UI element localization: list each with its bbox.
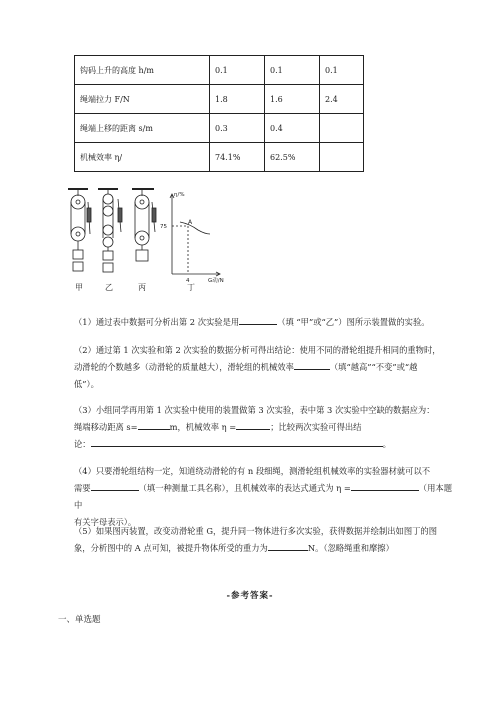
row-label: 机械效率 η/: [75, 143, 210, 172]
pulley-figure: [60, 186, 250, 298]
table-cell: 0.3: [210, 114, 265, 143]
answer-blank[interactable]: [239, 315, 277, 325]
table-cell: 1.8: [210, 85, 265, 114]
question-2: （2）通过第 1 次实验和第 2 次实验的数据分析可得出结论：使用不同的滑轮组提升相同的重物时， 动滑轮的个数越多（动滑轮的质量越大），滑轮组的机械效率 （填“越高”“不变”或“越 低”）。: [74, 345, 441, 389]
table-cell: 1.6: [265, 85, 320, 114]
question-3: （3）小组同学再用第 1 次实验中使用的装置做第 3 次实验，表中第 3 次实验中空缺的数据应为： 绳端移动距离 s= m，机械效率 η = ；比较两次实验可得出结 论： 。: [74, 405, 435, 449]
table-row: [75, 56, 364, 85]
figure-label: 乙: [105, 283, 113, 292]
answer-blank[interactable]: [91, 437, 383, 447]
graph-x-value: 4: [186, 278, 190, 284]
table-cell: 2.4: [320, 85, 364, 114]
table-cell: 0.1: [320, 56, 364, 85]
table-cell: 62.5%: [265, 143, 320, 172]
graph-y-value: 75: [160, 224, 167, 230]
answer-blank[interactable]: [351, 481, 419, 491]
section-heading: 一、单选题: [58, 615, 101, 625]
graph-y-axis-label: η/%: [174, 192, 185, 198]
table-cell: [320, 114, 364, 143]
answer-blank[interactable]: [294, 360, 330, 370]
experiment-data-table: [74, 55, 364, 172]
table-cell: 0.1: [265, 56, 320, 85]
question-4: （4）只要滑轮组结构一定，知道绕动滑轮的有 n 段细绳，测滑轮组机械效率的实验器材就可以不 需要 （填一种测量工具名称），且机械效率的表达式通式为 η = （用本题中 有关字母表示）。: [74, 466, 452, 527]
row-label: 钩码上升的高度 h/m: [75, 56, 210, 85]
graph-x-axis-label: G动/N: [208, 278, 224, 284]
table-cell: 0.4: [265, 114, 320, 143]
table-cell: 74.1%: [210, 143, 265, 172]
answer-blank[interactable]: [91, 481, 139, 491]
row-label: 绳端上移的距离 s/m: [75, 114, 210, 143]
answer-blank[interactable]: [268, 541, 308, 551]
graph-point-label: A: [188, 219, 193, 226]
question-1: （1）通过表中数据可分析出第 2 次实验是用 （填 “甲”或“乙”）图所示装置做的实验。: [74, 317, 430, 327]
figure-label: 甲: [75, 283, 83, 292]
row-label: 绳端拉力 F/N: [75, 85, 210, 114]
answer-blank[interactable]: [236, 420, 270, 430]
table-row: [75, 114, 364, 143]
answer-section-title: -参考答案-: [226, 591, 274, 601]
table-row: [75, 85, 364, 114]
answer-blank[interactable]: [138, 420, 170, 430]
figure-label: 丙: [138, 283, 146, 292]
figure-label: 丁: [187, 283, 195, 292]
table-row: [75, 143, 364, 172]
question-5: （5）如果图丙装置，改变动滑轮重 G，提升同一物体进行多次实验，获得数据并绘制出如图丁的图 象，分析图中的 A 点可知，被提升物体所受的重力为 N。（忽略绳重和摩擦）: [74, 526, 438, 553]
table-cell: [320, 143, 364, 172]
table-cell: 0.1: [210, 56, 265, 85]
